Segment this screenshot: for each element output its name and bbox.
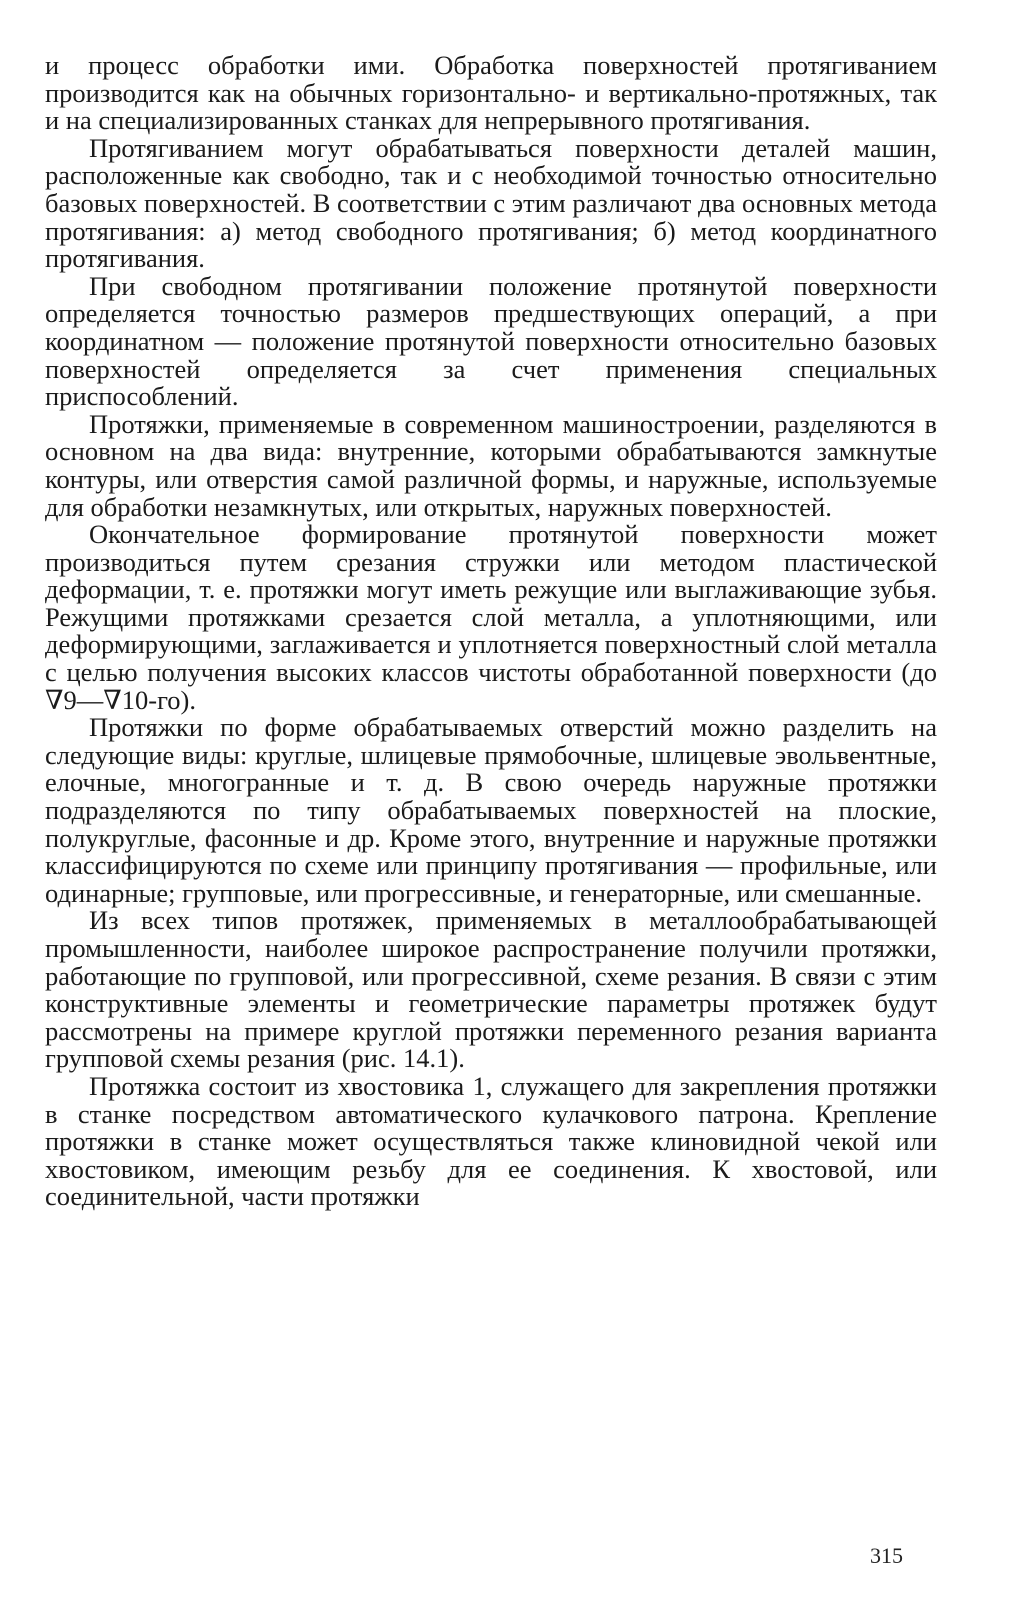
paragraph-2: Протягиванием могут обрабатываться поверхности деталей машин, расположенные как свободно, так и с необходимой точностью относительно базовых поверхностей. В соответствии с этим различают два основных метода протягивания: а) метод свободного протягивания; б) метод координатного протягивания. — [45, 132, 937, 274]
page-text — [45, 52, 937, 1211]
paragraph-6: Протяжки по форме обрабатываемых отверстий можно разделить на следующие виды: круглые, шлицевые прямобочные, шлицевые эвольвентные, елочные, многогранные и т. д. В свою очередь наружные протяжки подразделяются по типу обрабатываемых поверхностей на плоские, полукруглые, фасонные и др. Кроме этого, внутренние и наружные протяжки классифицируются по схеме или принципу протягивания — профильные, или одинарные; групповые, или прогрессивные, и генераторные, или смешанные. — [45, 712, 937, 908]
paragraph-1: и процесс обработки ими. Обработка поверхностей протягиванием производится как на обычных горизонтально- и вертикально-протяжных, так и на специализированных станках для непрерывного протягивания. — [45, 50, 937, 136]
paragraph-7: Из всех типов протяжек, применяемых в металлообрабатывающей промышленности, наиболее широкое распространение получили протяжки, работающие по групповой, или прогрессивной, схеме резания. В связи с этим конструктивные элементы и геометрические параметры протяжек будут рассмотрены на примере круглой протяжки переменного резания варианта групповой схемы резания (рис. 14.1). — [45, 905, 937, 1074]
page-number: 315 — [870, 1543, 903, 1568]
paragraph-8: Протяжка состоит из хвостовика 1, служащего для закрепления протяжки в станке посредством автоматического кулачкового патрона. Крепление протяжки в станке может осуществляться также клиновидной чекой или хвостовиком, имеющим резьбу для ее соединения. К хвостовой, или соединительной, части протяжки — [45, 1070, 937, 1212]
paragraph-5: Окончательное формирование протянутой поверхности может производиться путем срезания стружки или методом пластической деформации, т. е. протяжки могут иметь режущие или выглаживающие зубья. Режущими протяжками срезается слой металла, а уплотняющими, или деформирующими, заглаживается и уплотняется поверхностный слой металла с целью получения высоких классов чистоты обработанной поверхности (до ∇9—∇10-го). — [45, 519, 937, 715]
paragraph-4: Протяжки, применяемые в современном машиностроении, разделяются в основном на два вида: внутренние, которыми обрабатываются замкнутые контуры, или отверстия самой различной формы, и наружные, используемые для обработки незамкнутых, или открытых, наружных поверхностей. — [45, 408, 937, 522]
paragraph-3: При свободном протягивании положение протянутой поверхности определяется точностью размеров предшествующих операций, а при координатном — положение протянутой поверхности относительно базовых поверхностей определяется за счет применения специальных приспособлений. — [45, 270, 937, 412]
